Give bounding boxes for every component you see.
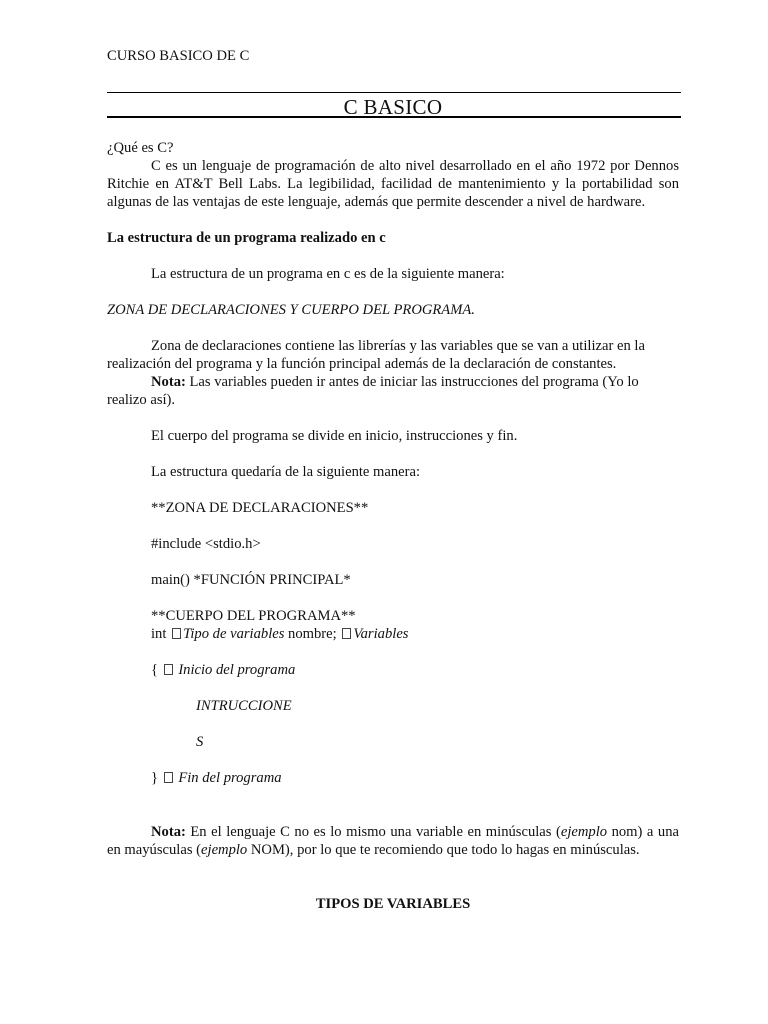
code-int-vars: Variables (353, 626, 409, 642)
code-fin: Fin del programa (178, 770, 282, 786)
code-cuerpo: **CUERPO DEL PROGRAMA** (151, 608, 356, 624)
code-instr-2 (107, 733, 679, 751)
running-header: CURSO BASICO DE C (107, 48, 250, 64)
code-include: #include <stdio.h> (151, 536, 261, 552)
zone-description: Zona de declaraciones contiene las librerías y las variables que se van a utilizar en la realización del programa y la función principal además de la declaración de constantes. (107, 338, 645, 372)
question-heading: ¿Qué es C? (107, 140, 174, 156)
code-int-tipo: Tipo de variables (183, 626, 285, 642)
code-close-line (107, 769, 679, 787)
page-title: C BASICO (343, 95, 443, 119)
note-2-text-a: En el lenguaje C no es lo mismo una variable en minúsculas ( (185, 824, 561, 840)
tipos-heading (107, 895, 679, 913)
code-open-brace: { (151, 662, 162, 678)
code-instr-1-text: INTRUCCIONE (196, 698, 292, 714)
note-2-example-2: ejemplo (201, 842, 248, 858)
section-heading-text: La estructura de un programa realizado en c (107, 230, 386, 246)
document-body (107, 139, 679, 913)
note-1 (107, 373, 679, 409)
code-instr-1 (107, 697, 679, 715)
code-instr-2-text: S (196, 734, 204, 750)
arrow-glyph-icon (342, 628, 351, 639)
arrow-glyph-icon (172, 628, 181, 639)
note-2 (107, 823, 679, 859)
structure-intro: La estructura de un programa en c es de la siguiente manera: (151, 266, 505, 282)
code-inicio: Inicio del programa (178, 662, 296, 678)
note-2-example-1: ejemplo (560, 824, 608, 840)
arrow-glyph-icon (164, 772, 173, 783)
code-int-kw: int (151, 626, 171, 642)
title-rule-top (107, 92, 681, 93)
code-zona: **ZONA DE DECLARACIONES** (151, 500, 369, 516)
note-2-text-c: NOM), por lo que te recomiendo que todo lo hagas en minúsculas. (247, 842, 640, 858)
code-int-nombre: nombre; (284, 626, 341, 642)
note-2-label: Nota: (151, 824, 186, 840)
section-heading (107, 229, 679, 247)
note-2-text-b: nom) a una en mayúsculas ( (107, 824, 679, 858)
intro-paragraph: C es un lenguaje de programación de alto nivel desarrollado en el año 1972 por Dennos Ritchie en AT&T Bell Labs. La legibilidad, facilidad de mantenimiento y la portabilidad son algunas de las ventajas de este lenguaje, además que permite descender a nivel de hardware. (107, 158, 679, 210)
note-1-label: Nota: (151, 374, 186, 390)
structure-result: La estructura quedaría de la siguiente manera: (151, 464, 421, 480)
zone-heading-text: ZONA DE DECLARACIONES Y CUERPO DEL PROGRAMA. (107, 302, 475, 318)
code-int-line (107, 625, 679, 643)
note-1-text: Las variables pueden ir antes de iniciar las instrucciones del programa (Yo lo realizo así). (107, 374, 639, 408)
code-main: main() *FUNCIÓN PRINCIPAL* (151, 572, 351, 588)
tipos-heading-text: TIPOS DE VARIABLES (315, 896, 471, 912)
title-rule-bottom (107, 116, 681, 118)
code-open-line (107, 661, 679, 679)
zone-heading (107, 301, 679, 319)
arrow-glyph-icon (164, 664, 173, 675)
body-description: El cuerpo del programa se divide en inicio, instrucciones y fin. (151, 428, 518, 444)
code-close-brace: } (151, 770, 162, 786)
